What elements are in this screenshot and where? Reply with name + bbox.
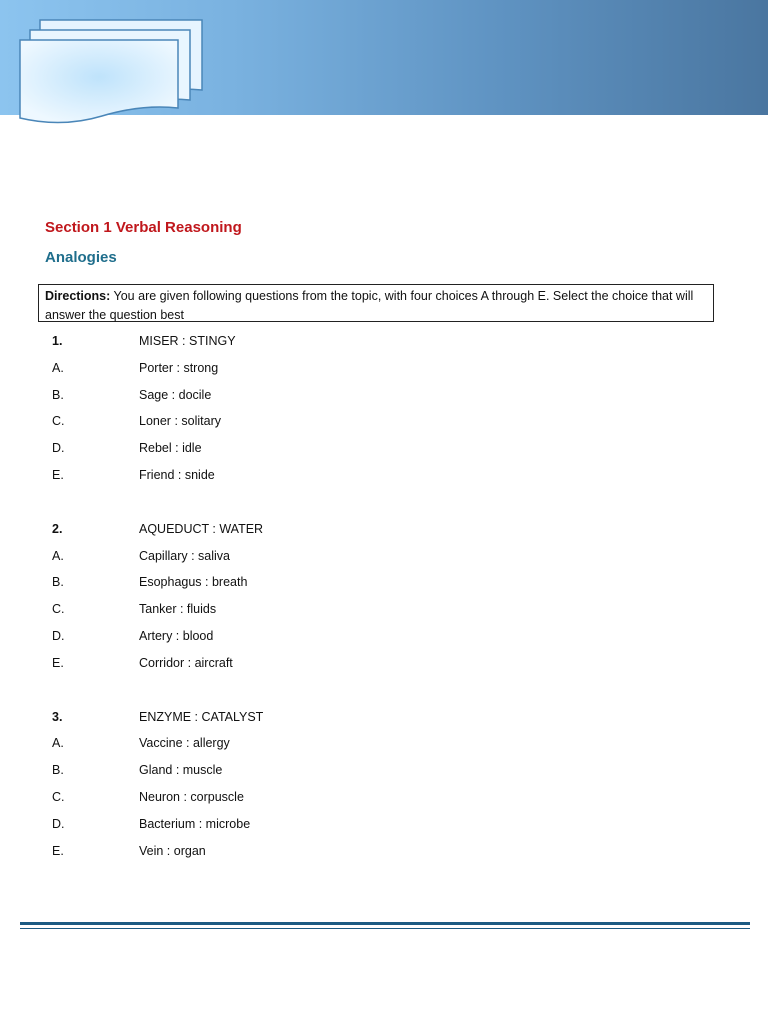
directions-box [38, 284, 714, 322]
option-letter: E. [52, 655, 64, 670]
question-number: 1. [52, 334, 63, 348]
option-text: Artery : blood [139, 628, 214, 643]
option-letter: D. [52, 628, 65, 643]
question-prompt: ENZYME : CATALYST [139, 709, 264, 724]
option-letter: B. [52, 575, 64, 590]
document-stack-icon [12, 14, 212, 134]
option-text: Friend : snide [139, 467, 215, 482]
option-row [0, 598, 768, 625]
option-letter: A. [52, 360, 64, 375]
option-row [0, 786, 768, 813]
option-text: Vein : organ [139, 843, 206, 858]
option-text: Esophagus : breath [139, 575, 248, 590]
option-row [0, 759, 768, 786]
option-text: Neuron : corpuscle [139, 789, 244, 804]
option-text: Gland : muscle [139, 763, 223, 778]
question-prompt: MISER : STINGY [139, 334, 236, 348]
option-letter: A. [52, 736, 64, 751]
footer-divider [20, 922, 750, 929]
question-block-1 [0, 330, 768, 491]
directions-text: You are given following questions from the topic, with four choices A through E. Select the choice that will answer the question best [45, 289, 694, 322]
option-row [0, 732, 768, 759]
option-text: Bacterium : microbe [139, 816, 251, 831]
question-block-2 [0, 518, 768, 679]
option-row [0, 384, 768, 411]
subsection-title: Analogies [45, 249, 117, 266]
option-letter: E. [52, 467, 64, 482]
option-row [0, 437, 768, 464]
option-row [0, 464, 768, 491]
option-row [0, 840, 768, 867]
question-header [0, 518, 768, 545]
question-block-3 [0, 706, 768, 867]
option-text: Rebel : idle [139, 441, 202, 456]
option-letter: B. [52, 387, 64, 402]
option-row [0, 357, 768, 384]
option-text: Porter : strong [139, 360, 219, 375]
directions-lead: Directions: [45, 289, 111, 303]
question-header [0, 706, 768, 733]
option-row [0, 813, 768, 840]
option-letter: C. [52, 789, 65, 804]
option-letter: C. [52, 414, 65, 429]
option-text: Sage : docile [139, 387, 212, 402]
option-letter: D. [52, 816, 65, 831]
option-text: Corridor : aircraft [139, 655, 233, 670]
option-text: Capillary : saliva [139, 548, 231, 563]
option-row [0, 652, 768, 679]
option-row [0, 410, 768, 437]
question-prompt: AQUEDUCT : WATER [139, 521, 264, 536]
question-list [0, 330, 768, 893]
question-number: 2. [52, 521, 63, 536]
option-row [0, 545, 768, 572]
option-text: Tanker : fluids [139, 602, 217, 617]
option-letter: A. [52, 548, 64, 563]
section-title: Section 1 Verbal Reasoning [45, 219, 242, 236]
option-letter: E. [52, 843, 64, 858]
question-number: 3. [52, 709, 63, 724]
option-row [0, 625, 768, 652]
option-letter: D. [52, 441, 65, 456]
option-row [0, 571, 768, 598]
option-letter: B. [52, 763, 64, 778]
question-header [0, 330, 768, 357]
option-letter: C. [52, 602, 65, 617]
option-text: Vaccine : allergy [139, 736, 230, 751]
option-text: Loner : solitary [139, 414, 221, 429]
